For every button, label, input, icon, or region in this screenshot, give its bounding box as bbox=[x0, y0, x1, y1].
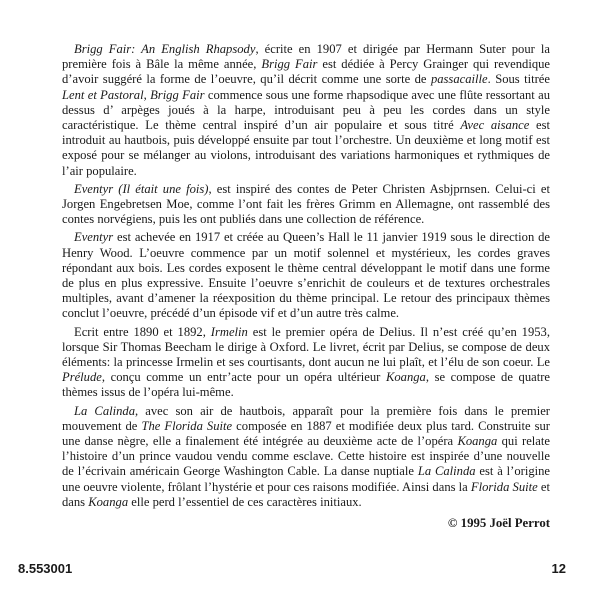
paragraph-eventyr-intro bbox=[62, 182, 550, 228]
italic-title-run: Avec aisance bbox=[460, 118, 530, 133]
italic-title-run: La Calinda bbox=[74, 403, 136, 418]
paragraph-eventyr-premiere bbox=[62, 230, 550, 321]
italic-title-run: La Calinda bbox=[417, 464, 476, 479]
text-run: composée en 1887 et modifiée deux plus tard. Construite sur une danse nègre, elle a finalement été intégrée au deuxième acte de l’opéra bbox=[62, 418, 550, 449]
italic-title-run: Koanga bbox=[88, 494, 129, 509]
text-run: Ecrit entre 1890 et 1892, bbox=[74, 324, 211, 339]
italic-title-run: Lent et Pastoral bbox=[62, 87, 144, 102]
text-run: qui relate l’histoire d’un prince vaudou vendu comme esclave. Cette histoire est inspirée d’une nouvelle de l’écrivain américain George Washington Cable. La danse nuptiale bbox=[62, 434, 550, 479]
italic-title-run: Koanga bbox=[457, 434, 498, 449]
text-run: est introduit au hautbois, puis développé ensuite par tout l’orchestre. Un deuxième et long motif est exposé pour se mélanger au violons, introduisant des variations harmoniques et rythmiques de l’air populaire. bbox=[62, 118, 551, 178]
catalog-number: 8.553001 bbox=[18, 561, 73, 576]
italic-title-run: Koanga bbox=[385, 370, 426, 385]
text-run: est achevée en 1917 et créée au Queen’s Hall le 11 janvier 1919 sous le direction de Henry Wood. L’oeuvre commence par un motif solennel et mystérieux, les cordes graves répondant aux bois. Les cordes exposent le thème central développant le motif dans une forme de plus en plus expressive. Ensuite l’oeuvre s’enrichit de couleurs et de textures orchestrales multiples, avant d’amener la réexposition du thème principal. Le retour des principaux thèmes conclut l’oeuvre, précédé d’un épisode vif et d’un autre très calme. bbox=[62, 230, 550, 321]
text-run: est à l’origine une oeuvre violente, frôlant l’hystérie et pour ces raisons modifiée. Ainsi dans la bbox=[62, 464, 550, 494]
italic-title-run: Irmelin bbox=[210, 324, 248, 339]
italic-title-run: Eventyr bbox=[74, 230, 114, 245]
copyright-notice: © 1995 Joël Perrot bbox=[447, 516, 550, 530]
text-run: elle perd l’essentiel de ces caractères initiaux. bbox=[128, 494, 362, 509]
text-run: est dédiée à Percy Grainger qui revendique d’avoir suggéré la forme de l’oeuvre, qu’il décrit comme une sorte de bbox=[62, 57, 550, 87]
text-run: est le premier opéra de Delius. Il n’est créé qu’en 1953, lorsque Sir Thomas Beecham le dirige à Oxford. Le livret, écrit par Delius, se compose de deux éléments: la princesse Irmelin et ses courtisants, dont aucun ne lui plaît, et l’élu de son coeur. Le bbox=[62, 324, 551, 370]
text-run: , avec son air de hautbois, apparaît pour la première fois dans le premier mouvement de bbox=[62, 403, 550, 433]
italic-title-run: Brigg Fair: An English Rhapsody bbox=[74, 42, 256, 56]
italic-title-run: Prélude bbox=[62, 370, 102, 385]
paragraph-la-calinda bbox=[62, 404, 550, 510]
text-run: et dans bbox=[62, 479, 550, 509]
paragraph-brigg-fair bbox=[62, 42, 550, 179]
italic-title-run: Brigg Fair bbox=[261, 57, 318, 72]
italic-title-run: Eventyr (Il était une fois) bbox=[74, 181, 209, 196]
text-run: , se compose de quatre thèmes issus de l’opéra lui-même. bbox=[62, 370, 550, 400]
italic-title-run: Brigg Fair bbox=[150, 87, 205, 102]
text-run: commence sous une forme rhapsodique avec une flûte ressortant au dessus d’ arpèges joués à la harpe, introduisant peu à peu les cordes dans un style caractéristique. Le thème central inspiré d’un air populaire et sous titré bbox=[62, 87, 550, 133]
page-number: 12 bbox=[551, 561, 566, 576]
paragraph-irmelin bbox=[62, 325, 550, 401]
text-run: , conçu comme un entr’acte pour un opéra ultérieur bbox=[101, 370, 386, 385]
italic-title-run: The Florida Suite bbox=[141, 418, 233, 433]
text-run: , écrite en 1907 et dirigée par Hermann Suter pour la première fois à Bâle la même année, bbox=[62, 42, 550, 72]
text-run: , bbox=[143, 87, 151, 102]
italic-title-run: passacaille bbox=[430, 72, 488, 87]
text-run: . Sous titrée bbox=[487, 72, 550, 87]
italic-title-run: Florida Suite bbox=[470, 479, 538, 494]
booklet-text-body bbox=[62, 42, 550, 513]
text-run: , est inspiré des contes de Peter Christen Asbjprnsen. Celui-ci et Jorgen Engebretsen Moe, comme l’ont fait les frères Grimm en Allemagne, ont rassemblé des contes norvégiens, puis les ont publiés dans une collection de référence. bbox=[62, 181, 550, 227]
